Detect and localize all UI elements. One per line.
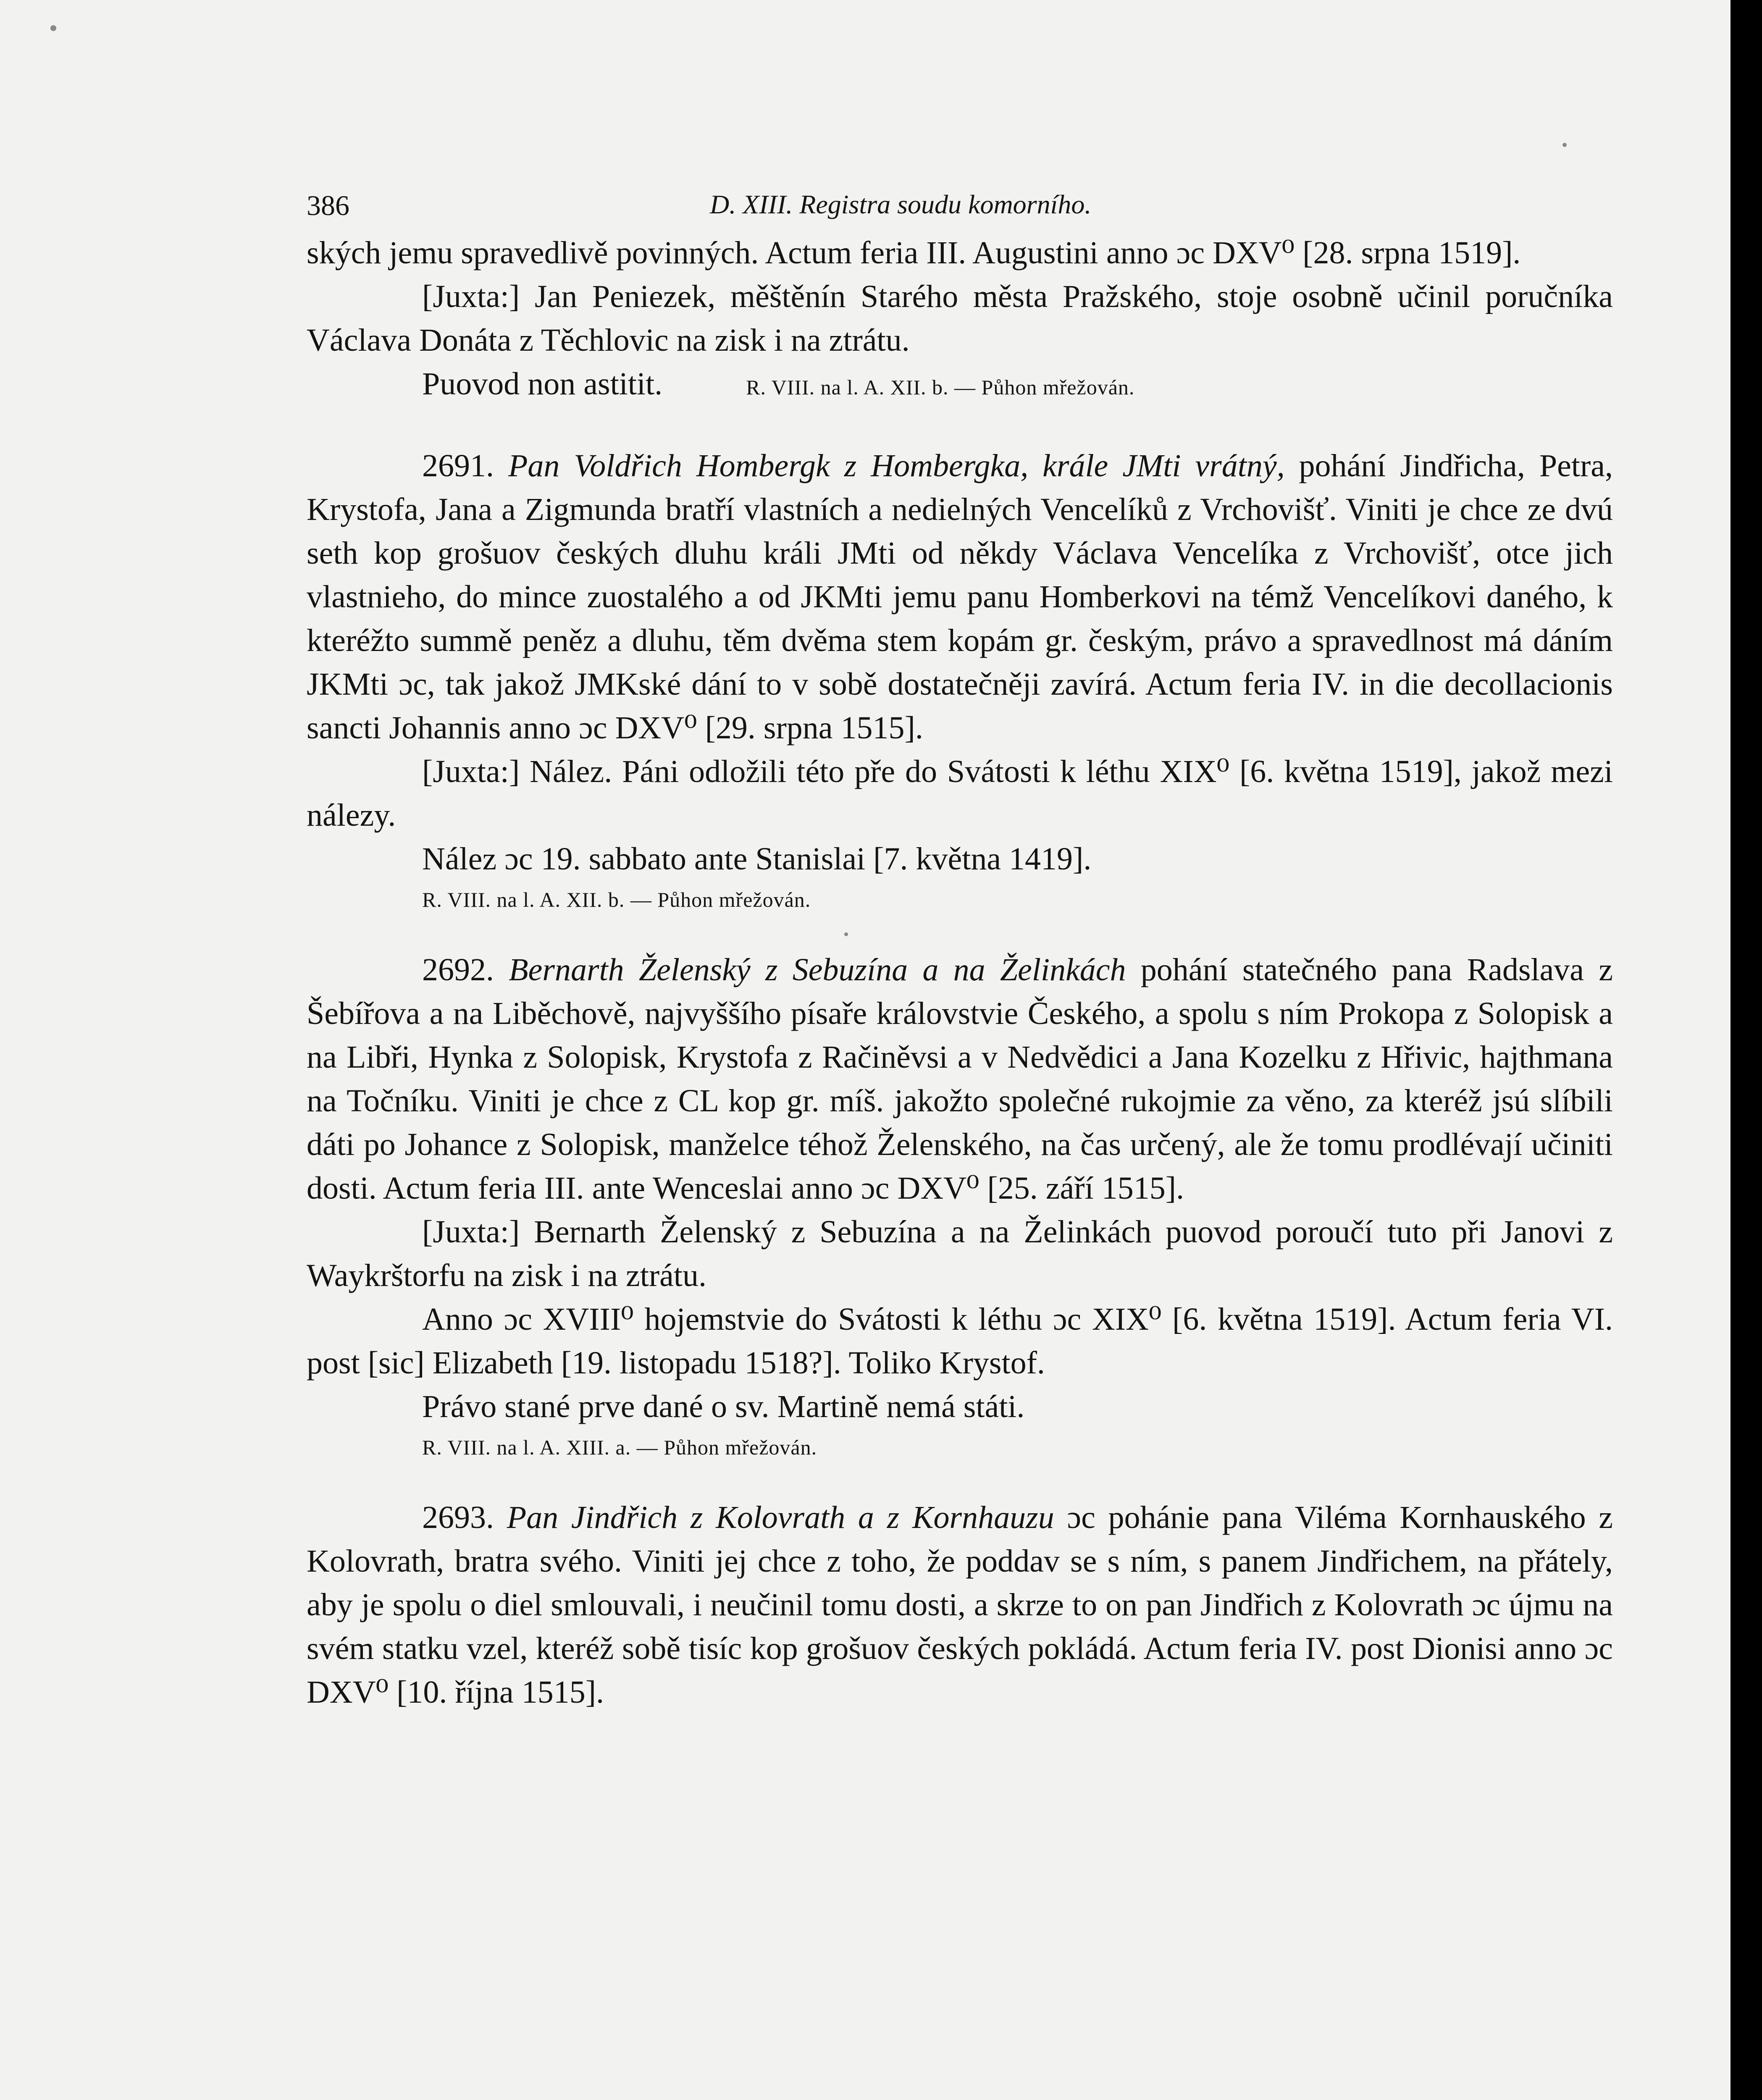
- scan-speck: [50, 25, 56, 31]
- continuation-paragraph: ských jemu spravedlivě povinných. Actum feria III. Augustini anno ɔc DXV⁰ [28. srpna 1519].: [307, 235, 1521, 270]
- closing-line: [307, 362, 1613, 406]
- entry-2693: [307, 1496, 1613, 1714]
- juxta-paragraph: [Juxta:] Jan Peniezek, měštěnín Starého města Pražského, stoje osobně učinil poručníka Václava Donáta z Těchlovic na zisk i na ztrátu.: [307, 279, 1613, 358]
- entry-number: 2691.: [422, 448, 494, 483]
- entry-extra: Anno ɔc XVIII⁰ hojemstvie do Svátosti k léthu ɔc XIX⁰ [6. května 1519]. Actum feria VI. post [sic] Elizabeth [19. listopadu 1518?]. Toliko Krystof.: [307, 1302, 1613, 1381]
- scan-speck: [1562, 143, 1567, 147]
- entry-text: pohání Jindřicha, Petra, Krystofa, Jana a Zigmunda bratří vlastních a nedielných Vencelíků z Vrchovišť. Viniti je chce ze dvú seth kop grošuov českých dluhu králi JMti od někdy Václava Vencelíka z Vrchovišť, otce jich vlastnieho, do mince zuostalého a od JKMti jemu panu Homberkovi na témž Vencelíkovi daného, k kteréžto summě peněz a dluhu, těm dvěma stem kopám gr. českým, právo a spravedlnost má dáním JKMti ɔc, tak jakož JMKské dání to v sobě dostatečněji zavírá. Actum feria IV. in die decollacionis sancti Johannis anno ɔc DXV⁰ [29. srpna 1515].: [307, 448, 1613, 746]
- entry-2691: [307, 444, 1613, 750]
- page-number: 386: [307, 189, 349, 221]
- entry-party: Bernarth Želenský z Sebuzína a na Želinkách: [509, 952, 1126, 987]
- entry-party: Pan Jindřich z Kolovrath a z Kornhauzu: [507, 1500, 1054, 1535]
- running-title: D. XIII. Registra soudu komorního.: [710, 189, 1092, 219]
- entry-extra: [Juxta:] Bernarth Želenský z Sebuzína a na Želinkách puovod poroučí tuto při Janovi z Waykrštorfu na zisk i na ztrátu.: [307, 1214, 1613, 1293]
- entry-text: ɔc pohánie pana Viléma Kornhauského z Kolovrath, bratra svého. Viniti jej chce z toho, že poddav se s ním, s panem Jindřichem, na přátely, aby je spolu o diel smlouvali, i neučinil tomu dosti, a skrze to on pan Jindřich z Kolovrath ɔc újmu na svém statku vzel, kteréž sobě tisíc kop grošuov českých pokládá. Actum feria IV. post Dionisi anno ɔc DXV⁰ [10. října 1515].: [307, 1500, 1613, 1710]
- register-note: R. VIII. na l. A. XIII. a. — Půhon mřežován.: [422, 1436, 817, 1459]
- entry-extra: Právo stané prve dané o sv. Martině nemá státi.: [422, 1389, 1025, 1424]
- register-note: R. VIII. na l. A. XII. b. — Půhon mřežován.: [746, 375, 1135, 399]
- entry-number: 2692.: [422, 952, 494, 987]
- entry-extra: Nález ɔc 19. sabbato ante Stanislai [7. května 1419].: [422, 841, 1092, 877]
- entry-party: Pan Voldřich Hombergk z Hombergka, krále JMti vrátný,: [508, 448, 1285, 483]
- entry-2692: [307, 948, 1613, 1210]
- scan-border-right: [1730, 0, 1762, 2100]
- closing-text: Puovod non astitit.: [422, 366, 663, 402]
- entry-extra: [Juxta:] Nález. Páni odložili této pře do Svátosti k léthu XIX⁰ [6. května 1519], jakož mezi nálezy.: [307, 754, 1613, 833]
- register-note: R. VIII. na l. A. XII. b. — Půhon mřežován.: [422, 888, 811, 911]
- page-header: [307, 181, 1613, 231]
- entry-text: pohání statečného pana Radslava z Šebířova a na Liběchově, najvyššího písaře královstvie Českého, a spolu s ním Prokopa z Solopisk a na Libři, Hynka z Solopisk, Krystofa z Račiněvsi a v Nedvědici a Jana Kozelku z Hřivic, hajthmana na Točníku. Viniti je chce z CL kop gr. míš. jakožto společné rukojmie za věno, za kteréž jsú slíbili dáti po Johance z Solopisk, manželce téhož Želenského, na čas určený, ale že tomu prodlévají učiniti dosti. Actum feria III. ante Wenceslai anno ɔc DXV⁰ [25. září 1515].: [307, 952, 1613, 1206]
- entry-number: 2693.: [422, 1500, 494, 1535]
- page-content: [307, 181, 1613, 1714]
